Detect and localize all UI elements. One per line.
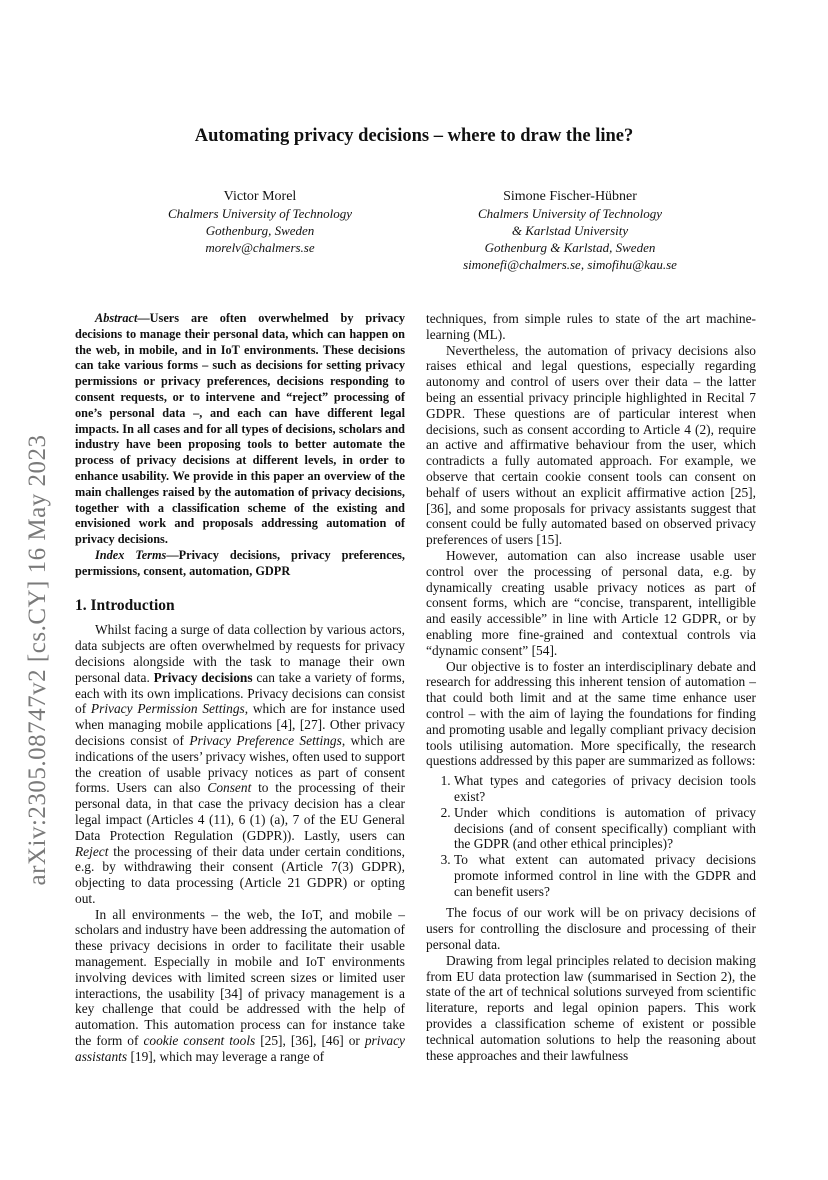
right-column [426, 311, 756, 1063]
author-name: Victor Morel [223, 189, 297, 204]
paragraph: Our objective is to foster an interdisciplinary debate and research for addressing this inherent tension of automation – that could both limit and at the same time enhance user control – with the aim of laying the foundations for finding and promoting usable and legally compliant privacy decision tools utilising automation. More specifically, the research questions addressed by this paper are summarized as follows: [426, 658, 756, 769]
paragraph [75, 622, 405, 906]
paragraph: Nevertheless, the automation of privacy decisions also raises ethical and legal questions, especially regarding autonomy and control of users over their data – the latter being an essential privacy principle highlighted in Recital 7 GDPR. These questions are of particular interest when decisions, such as consent according to Article 4 (2), require an active and affirmative behaviour from the user, which contradicts a fully automated approach. For example, we observe that certain cookie consent tools can consent on behalf of users without an explicit affirmative action [25], [36], and some proposals for privacy assistants suggest that consent could be fully automated based on observed privacy preferences of users [15]. [426, 342, 756, 548]
arxiv-identifier: arXiv:2305.08747v2 [cs.CY] 16 May 2023 [24, 434, 51, 886]
author-block-2 [425, 188, 715, 273]
text-run: [19], which may leverage a range of [127, 1048, 325, 1064]
author-affiliation: & Karlstad University [511, 223, 629, 238]
paragraph: Drawing from legal principles related to decision making from EU data protection law (summarised in Section 2), the state of the art of technical solutions surveyed from scientific literature, reports and legal opinion papers. This work provides a classification scheme of existent or possible technical automation solutions to help the reasoning about these approaches and their lawfulness [426, 952, 756, 1063]
author-affiliation: Chalmers University of Technology [167, 206, 353, 221]
paragraph: techniques, from simple rules to state of the art machine-learning (ML). [426, 311, 756, 342]
author-email: simonefi@chalmers.se, simofihu@kau.se [463, 257, 677, 272]
research-questions-list [426, 773, 756, 899]
index-terms-text: —Privacy decisions, privacy preferences, permissions, consent, automation, GDPR [75, 547, 405, 578]
abstract [75, 311, 405, 548]
list-item: 1. What types and categories of privacy decision tools exist? [454, 773, 756, 805]
author-affiliation: Chalmers University of Technology [477, 206, 663, 221]
text-run: In all environments – the web, the IoT, and mobile – scholars and industry have been addressing the automation of these privacy decisions in order to facilitate their usable management. Especially in mobile and IoT environments involving devices with limited screen sizes or limited user interactions, the usability [34] of privacy management is a key challenge that could be addressed with the help of automation. This automation process can for instance take the form of [75, 906, 405, 1049]
paper-title: Automating privacy decisions – where to draw the line? [194, 126, 634, 146]
paragraph: The focus of our work will be on privacy decisions of users for controlling the disclosure and processing of their personal data. [426, 905, 756, 953]
italic-term: cookie consent tools [143, 1033, 256, 1049]
italic-term: Reject [75, 843, 109, 859]
text-run: , which are indications of the users’ privacy wishes, often used to support the creation of usable privacy notices as part of consent forms. Users can also [75, 732, 406, 796]
author-location: Gothenburg, Sweden [205, 223, 315, 238]
text-run: the processing of their data under certain conditions, e.g. by withdrawing their consent (Article 7(3) GDPR), objecting to data processing (Article 21 GDPR) or opting out. [75, 843, 405, 906]
italic-term: Consent [207, 780, 252, 796]
italic-term: privacy assistants [75, 1033, 405, 1064]
abstract-label: Abstract [95, 311, 138, 325]
text-run: Whilst facing a surge of data collection by various actors, data subjects are often overwhelmed by requests for privacy decisions alongside with the task to manage their own personal data. [75, 622, 405, 685]
abstract-text: —Users are often overwhelmed by privacy decisions to manage their personal data, which can happen on the web, in mobile, and in IoT environments. These decisions can take various forms – such as decisions for setting privacy permissions or privacy preferences, decisions responding to consent requests, or to intervene and “reject” processing of one’s personal data –, and each can have different legal impacts. In all cases and for all types of decisions, scholars and industry have been proposing tools to better automate the process of privacy decisions at different levels, in order to enhance usability. We provide in this paper an overview of the main challenges raised by the automation of privacy decisions, together with a classification scheme of the existing and envisioned work and proposals addressing automation of privacy decisions. [75, 311, 405, 547]
text-run: can take a variety of forms, each with its own implications. Privacy decisions can consist of [75, 669, 405, 717]
paragraph [75, 907, 405, 1065]
text-run: to the processing of their personal data, in that case the privacy decision has a clear legal impact (Articles 4 (11), 6 (1) (a), 7 of the EU General Data Protection Regulation (GDPR)). Lastly, users can [75, 780, 405, 843]
author-name: Simone Fischer-Hübner [503, 189, 637, 204]
index-terms [75, 548, 405, 580]
paragraph: However, automation can also increase usable user control over the processing of personal data, e.g. by dynamically creating usable privacy notices as part of consent forms, which are “concise, transparent, intelligible and easily accessible” in line with Article 12 GDPR, or by enabling more fine-grained and contextual controls via “dynamic consent” [54]. [426, 547, 756, 658]
index-terms-label: Index Terms [95, 547, 167, 562]
author-location: Gothenburg & Karlstad, Sweden [484, 240, 656, 255]
arxiv-sidebar [8, 140, 68, 1180]
italic-term: Privacy Preference Settings [189, 732, 342, 748]
text-run: [25], [36], [46] or [255, 1033, 365, 1049]
list-item: 2. Under which conditions is automation of privacy decisions (and of consent specifically) compliant with the GDPR (and other ethical principles)? [454, 805, 756, 852]
author-email: morelv@chalmers.se [205, 240, 315, 255]
bold-term: Privacy decisions [153, 669, 253, 685]
list-item: 3. To what extent can automated privacy decisions promote informed control in line with the GDPR and can benefit users? [454, 852, 756, 899]
section-heading: 1. Introduction [75, 596, 175, 614]
text-run: , which are for instance used when managing mobile applications [4], [27]. Other privacy decisions consist of [75, 701, 405, 748]
author-block-1 [140, 188, 380, 256]
left-column [75, 311, 405, 1065]
italic-term: Privacy Permission Settings [90, 701, 245, 717]
